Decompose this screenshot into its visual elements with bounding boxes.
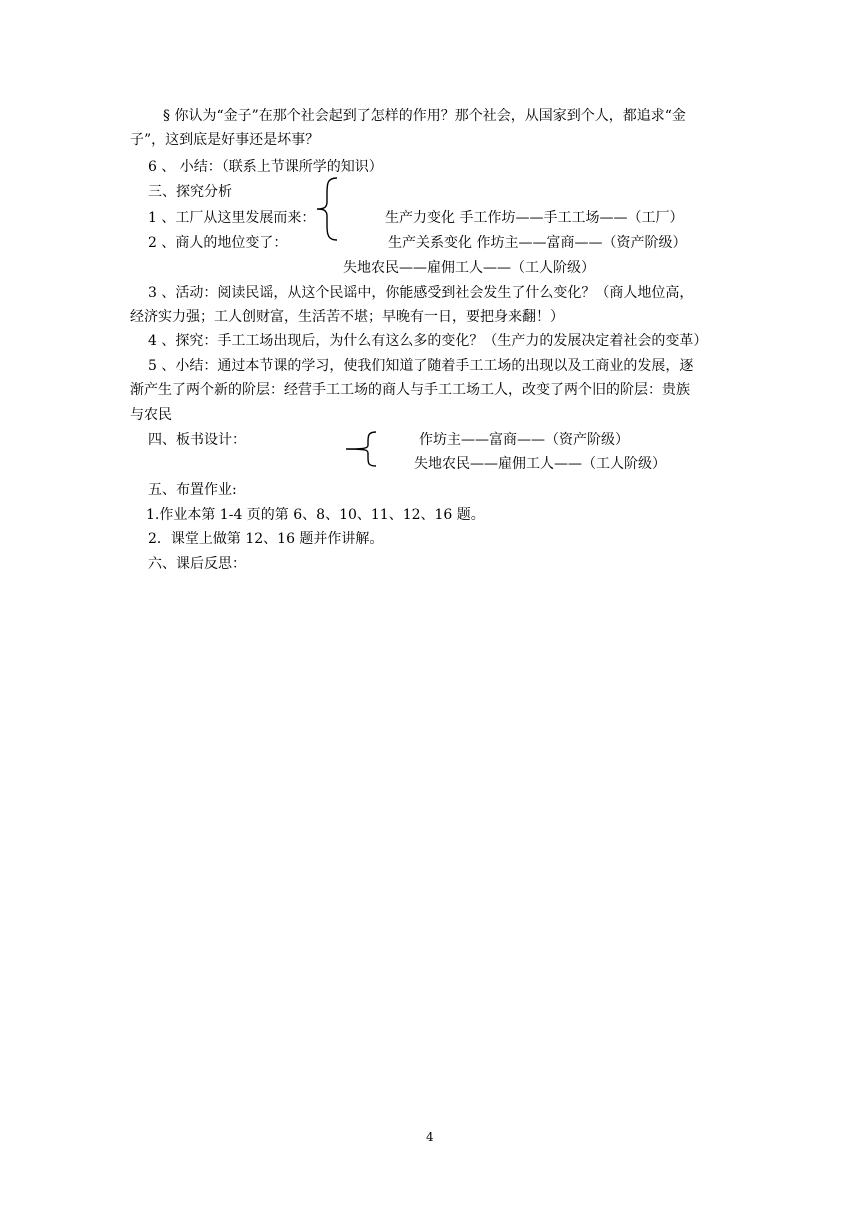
item-3-2-label: 2 、商人的地位变了：: [148, 235, 288, 251]
board-line-2: 失地农民——雇佣工人——（工人阶级）: [414, 456, 666, 472]
item-3-5-line-3: 与农民: [130, 407, 172, 423]
item-3-1-label: 1 、工厂从这里发展而来：: [148, 210, 316, 226]
item-3-5-line-2: 渐产生了两个新的阶层：经营手工工场的商人与手工工场工人，改变了两个旧的阶层：贵族: [130, 382, 690, 398]
item-3-2-detail: 生产关系变化 作坊主——富商——（资产阶级）: [388, 235, 687, 251]
question-line-1: § 你认为“金子”在那个社会起到了怎样的作用？那个社会，从国家到个人，都追求“金: [163, 108, 686, 124]
item-3-2-detail-2: 失地农民——雇佣工人——（工人阶级）: [343, 260, 595, 276]
section-5-heading: 五、布置作业:: [148, 482, 237, 498]
item-6-summary: 6 、 小结：（联系上节课所学的知识）: [148, 159, 383, 175]
board-brace-icon: [344, 430, 380, 468]
question-line-2: 子”，这到底是好事还是坏事？: [130, 132, 320, 148]
section-4-heading: 四、板书设计：: [148, 432, 246, 448]
section-3-heading: 三、探究分析: [148, 184, 232, 200]
homework-item-2: 2．课堂上做第 12、16 题并作讲解。: [148, 531, 384, 547]
item-3-3-line-2: 经济实力强；工人创财富，生活苦不堪；早晚有一日，要把身来翻！）: [130, 309, 564, 325]
homework-item-1: 1.作业本第 1-4 页的第 6、8、10、11、12、16 题。: [146, 507, 485, 523]
item-3-3-line-1: 3 、活动：阅读民谣，从这个民谣中，你能感受到社会发生了什么变化？（商人地位高，: [148, 285, 694, 301]
page-number: 4: [426, 1130, 434, 1144]
left-brace-icon: [315, 176, 341, 242]
item-3-5-line-1: 5 、小结：通过本节课的学习，使我们知道了随着手工工场的出现以及工商业的发展，逐: [148, 358, 694, 374]
board-line-1: 作坊主——富商——（资产阶级）: [419, 432, 629, 448]
item-3-1-detail: 生产力变化 手工作坊——手工工场——（工厂）: [385, 210, 684, 226]
item-3-4: 4 、探究：手工工场出现后，为什么有这么多的变化？（生产力的发展决定着社会的变革）: [148, 333, 708, 349]
section-6-heading: 六、课后反思：: [148, 556, 246, 572]
